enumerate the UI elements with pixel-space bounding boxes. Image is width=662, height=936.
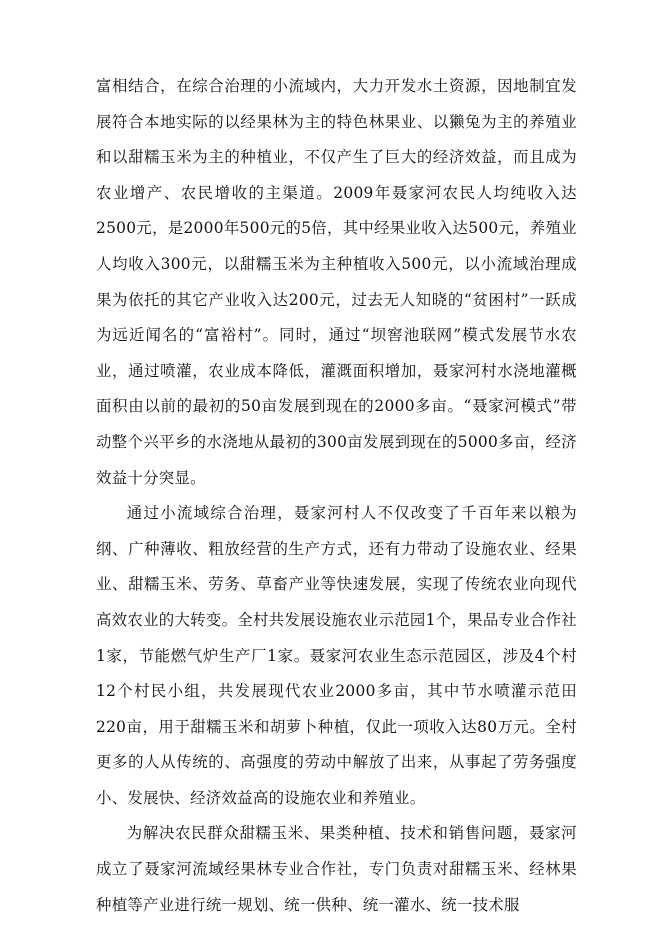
paragraph-2: 通过小流域综合治理，聂家河村人不仅改变了千百年来以粮为纲、广种薄收、粗放经营的生产方式，还有力带动了设施农业、经果业、甜糯玉米、劳务、草畜产业等快速发展，实现了传统农业向现代高效农业的大转变。全村共发展设施农业示范园1个，果品专业合作社1家，节能燃气炉生产厂1家。聂家河农业生态示范园区，涉及4个村12个村民小组，共发展现代农业2000多亩，其中节水喷灌示范田220亩，用于甜糯玉米和胡萝卜种植，仅此一项收入达80万元。全村更多的人从传统的、高强度的劳动中解放了出来，从事起了劳务强度小、发展快、经济效益高的设施农业和养殖业。	[96, 504, 577, 807]
paragraph-1: 富相结合，在综合治理的小流域内，大力开发水土资源，因地制宜发展符合本地实际的以经果林为主的特色林果业、以獭兔为主的养殖业和以甜糯玉米为主的种植业，不仅产生了巨大的经济效益，而且成为农业增产、农民增收的主渠道。2009年聂家河农民人均纯收入达2500元，是2000年500元的5倍，其中经果业收入达500元，养殖业人均收入300元，以甜糯玉米为主种植收入500元，以小流域治理成果为依托的其它产业收入达200元，过去无人知晓的“贫困村”一跃成为远近闻名的“富裕村”。同时，通过“坝窖池联网”模式发展节水农业，通过喷灌，农业成本降低，灌溉面积增加，聂家河村水浇地灌概面积由以前的最初的50亩发展到现在的2000多亩。“聂家河模式”带动整个兴平乡的水浇地从最初的300亩发展到现在的5000多亩，经济效益十分突显。	[96, 77, 577, 487]
document-page	[96, 69, 577, 923]
paragraph-3: 为解决农民群众甜糯玉米、果类种植、技术和销售问题，聂家河成立了聂家河流域经果林专业合作社，专门负责对甜糯玉米、经林果种植等产业进行统一规划、统一供种、统一灌水、统一技术服	[96, 824, 577, 914]
